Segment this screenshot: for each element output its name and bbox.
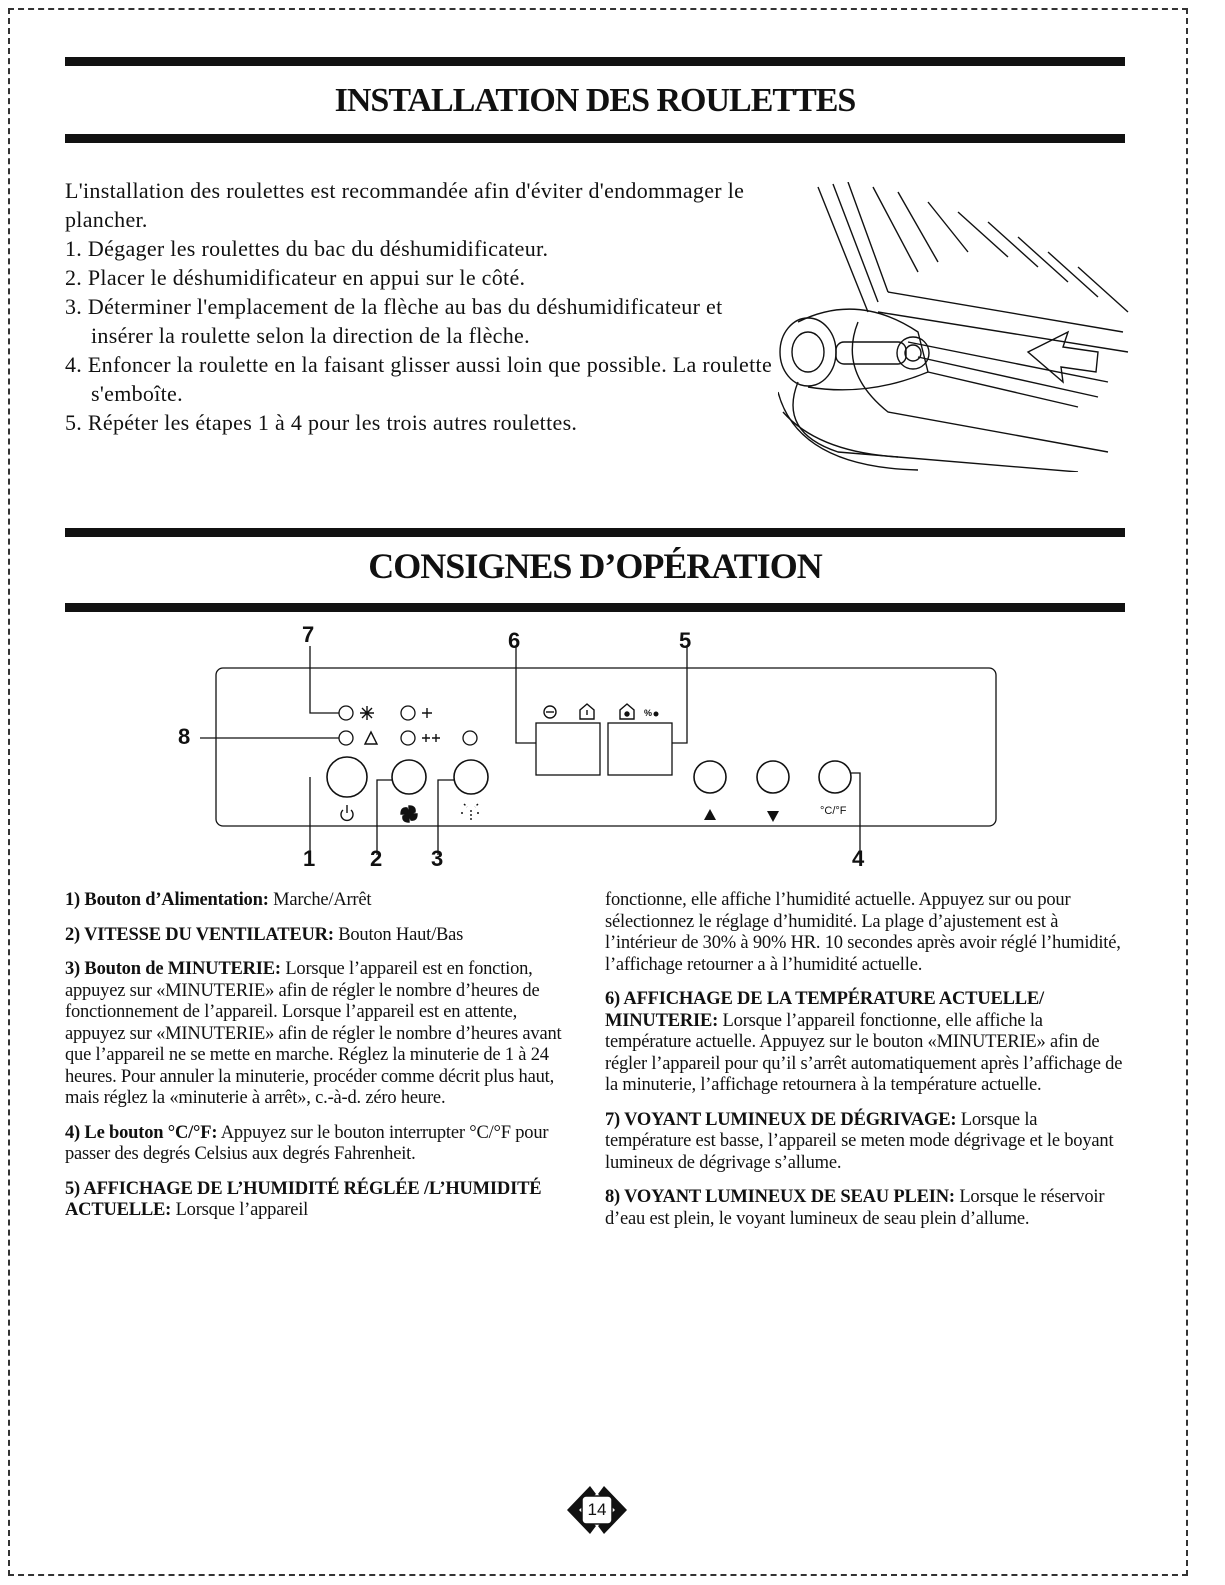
low-fan-indicator-light xyxy=(401,706,415,720)
low-fan-icon xyxy=(422,708,432,718)
item-heading: 3) Bouton de MINUTERIE: xyxy=(65,959,281,979)
caster-installation-illustration xyxy=(778,182,1133,472)
control-panel-diagram xyxy=(170,620,1050,890)
item-heading: 1) Bouton d’Alimentation: xyxy=(65,890,269,910)
temperature-timer-display xyxy=(536,723,600,775)
item-temp-unit xyxy=(65,1123,580,1166)
item-text: Lorsque la température est basse, l’appareil se meten mode dégrivage et le boyant lumineux de dégrivage s’allume. xyxy=(605,1109,1114,1173)
item-heading: 4) Le bouton °C/°F: xyxy=(65,1122,218,1143)
item-heading: 2) VITESSE DU VENTILATEUR: xyxy=(65,924,334,945)
temp-unit-label: °C/°F xyxy=(820,805,847,817)
callout-1: 1 xyxy=(303,846,316,871)
water-drop-icon xyxy=(654,712,659,717)
installation-intro: L'installation des roulettes est recommandée afin d'éviter d'endommager le plancher. xyxy=(65,178,745,232)
callout-8: 8 xyxy=(178,724,191,749)
timer-icon xyxy=(461,804,481,822)
house-alert-icon xyxy=(580,704,594,719)
fan-icon xyxy=(401,806,417,822)
step-item: 1. Dégager les roulettes du bac du déshumidificateur. xyxy=(65,236,549,261)
temp-unit-button[interactable] xyxy=(819,761,851,793)
humidity-display xyxy=(608,723,672,775)
high-fan-icon xyxy=(422,734,440,742)
item-text: Lorsque l’appareil xyxy=(171,1200,309,1220)
installation-steps xyxy=(65,234,775,437)
item-humidity-display xyxy=(65,1179,580,1222)
step-item: 2. Placer le déshumidificateur en appui sur le côté. xyxy=(65,265,526,290)
step-item: 4. Enfoncer la roulette en la faisant glisser aussi loin que possible. La roulette s'emboîte. xyxy=(65,352,773,406)
step-item: 3. Déterminer l'emplacement de la flèche au bas du déshumidificateur et insérer la roulette selon la direction de la flèche. xyxy=(65,294,723,348)
item-text: Appuyez sur le bouton interrupter °C/°F pour passer des degrés Celsius aux degrés Fahrenheit. xyxy=(65,1122,549,1164)
down-arrow-icon xyxy=(767,811,779,822)
timer-button[interactable] xyxy=(454,760,488,794)
rule-above-operation xyxy=(65,528,1125,537)
rule-below-installation xyxy=(65,134,1125,143)
item-fan-speed xyxy=(65,925,580,947)
up-arrow-icon xyxy=(704,809,716,820)
item-humidity-continued: fonctionne, elle affiche l’humidité actuelle. Appuyez sur ou pour sélectionnez le réglage d’humidité. La plage d’ajustement est à l’intérieur de 30% à 90% HR. 10 secondes après avoir réglé l’humidité, l’affichage retourner a à l’humidité actuelle. xyxy=(605,890,1121,975)
page-number-badge xyxy=(562,1480,632,1540)
power-button[interactable] xyxy=(327,757,367,797)
page-number: 14 xyxy=(587,1500,607,1519)
item-defrost-light xyxy=(605,1110,1125,1175)
fan-speed-button[interactable] xyxy=(392,760,426,794)
item-text: Marche/Arrêt xyxy=(268,890,372,910)
right-column-descriptions xyxy=(605,890,1125,1243)
callout-2: 2 xyxy=(370,846,383,871)
power-icon xyxy=(341,805,353,820)
callout-4: 4 xyxy=(852,846,865,871)
item-temperature-timer-display xyxy=(605,989,1125,1097)
item-power xyxy=(65,890,580,912)
leader-line-5 xyxy=(672,646,687,743)
left-column-descriptions xyxy=(65,890,580,1235)
leader-line-4 xyxy=(851,773,860,855)
humidity-percent-label: % xyxy=(644,708,653,718)
leader-line-3 xyxy=(438,780,454,855)
defrost-indicator-light xyxy=(339,706,353,720)
clock-icon xyxy=(544,706,556,718)
item-text: Lorsque l’appareil fonctionne, elle affiche la température actuelle. Appuyez sur le bouton «MINUTERIE» afin de régler l’appareil pour qu’il s’arrêt automatiquement après l’affichage de la minuterie, l’affichage retournera à la température actuelle. xyxy=(605,1010,1123,1095)
leader-line-7 xyxy=(310,646,339,713)
callout-5: 5 xyxy=(679,628,692,653)
step-item: 5. Répéter les étapes 1 à 4 pour les trois autres roulettes. xyxy=(65,410,578,435)
item-heading: 7) VOYANT LUMINEUX DE DÉGRIVAGE: xyxy=(605,1109,957,1130)
item-text: Lorsque l’appareil est en fonction, appuyez sur «MINUTERIE» afin de régler le nombre d’heures de fonctionnement de l’appareil. Lorsque l’appareil est en attente, appuyez sur «MINUTERIE» afin de régler le nombre d’heures avant que l’appareil ne se mette en marche. Réglez la minuterie de 1 à 24 heures. Pour annuler la minuterie, procéder comme décrit plus haut, mais réglez la «minuterie à arrêt», c.-à-d. zéro heure. xyxy=(65,959,562,1108)
item-bucket-full-light xyxy=(605,1187,1125,1230)
high-fan-indicator-light xyxy=(401,731,415,745)
house-drop-icon xyxy=(620,704,634,719)
installation-instructions xyxy=(65,176,775,437)
item-heading: 5) AFFICHAGE DE L’HUMIDITÉ RÉGLÉE /L’HUMIDITÉ ACTUELLE: xyxy=(65,1178,542,1220)
item-text: Bouton Haut/Bas xyxy=(333,924,464,945)
section-title-installation: INSTALLATION DES ROULETTES xyxy=(334,82,856,119)
item-heading: 8) VOYANT LUMINEUX DE SEAU PLEIN: xyxy=(605,1187,955,1207)
snowflake-icon xyxy=(360,706,374,720)
callout-3: 3 xyxy=(431,846,444,871)
down-button[interactable] xyxy=(757,761,789,793)
warning-triangle-icon xyxy=(365,732,377,744)
control-panel-drawing xyxy=(170,620,1050,890)
callout-7: 7 xyxy=(302,622,315,647)
top-rule xyxy=(65,57,1125,66)
item-text: Lorsque le réservoir d’eau est plein, le voyant lumineux de seau plein d’allume. xyxy=(605,1187,1105,1229)
timer-indicator-light xyxy=(463,731,477,745)
callout-6: 6 xyxy=(508,628,521,653)
bucket-full-indicator-light xyxy=(339,731,353,745)
item-timer xyxy=(65,959,580,1110)
item-heading: 6) AFFICHAGE DE LA TEMPÉRATURE ACTUELLE/ MINUTERIE: xyxy=(605,989,1044,1031)
leader-line-6 xyxy=(516,646,536,743)
section-title-operation: CONSIGNES D’OPÉRATION xyxy=(368,546,822,586)
rule-below-operation xyxy=(65,603,1125,612)
panel-outline xyxy=(216,668,996,826)
up-button[interactable] xyxy=(694,761,726,793)
leader-line-2 xyxy=(377,780,392,855)
